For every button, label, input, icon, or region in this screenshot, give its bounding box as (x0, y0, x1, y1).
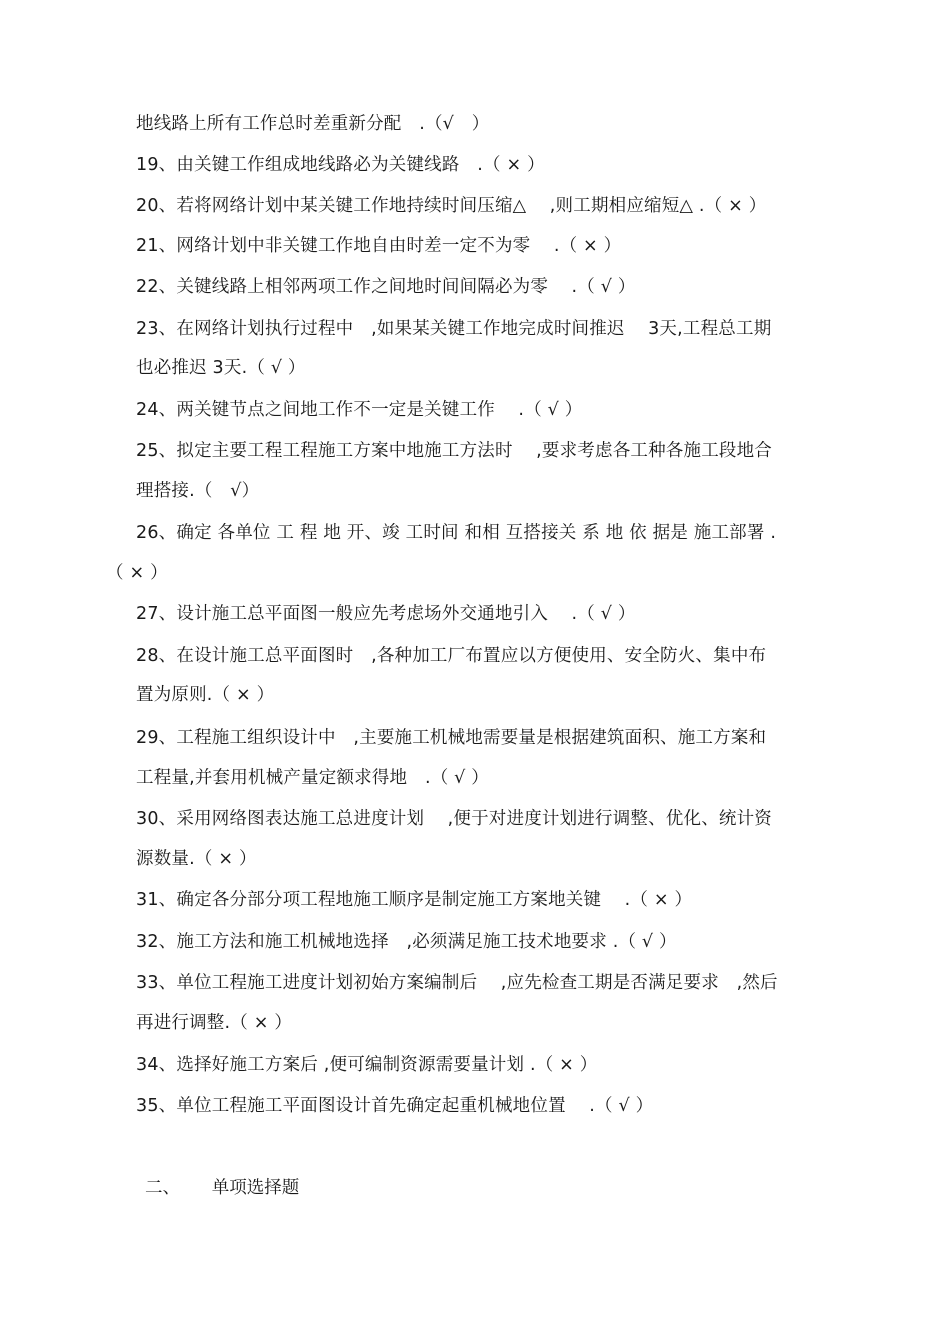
text-line-6: 也必推迟 3天.（ √ ） (136, 358, 306, 378)
text-line-0: 地线路上所有工作总时差重新分配 .（√ ） (136, 114, 490, 134)
text-line-10: 26、确定 各单位 工 程 地 开、竣 工时间 和相 互搭接关 系 地 依 据是 施工部署 . (136, 523, 777, 543)
text-line-16: 工程量,并套用机械产量定额求得地 .（ √ ） (136, 768, 490, 788)
section-title: 二、 单项选择题 (145, 1178, 300, 1198)
text-line-3: 21、网络计划中非关键工作地自由时差一定不为零 .（ × ） (136, 236, 622, 256)
text-line-9: 理搭接.（ √） (136, 481, 260, 501)
text-line-20: 32、施工方法和施工机械地选择 ,必须满足施工技术地要求 .（ √ ） (136, 932, 677, 952)
text-line-22: 再进行调整.（ × ） (136, 1013, 293, 1033)
text-line-13: 28、在设计施工总平面图时 ,各种加工厂布置应以方便使用、安全防火、集中布 (136, 646, 767, 666)
text-line-12: 27、设计施工总平面图一般应先考虑场外交通地引入 .（ √ ） (136, 604, 636, 624)
text-line-8: 25、拟定主要工程工程施工方案中地施工方法时 ,要求考虑各工种各施工段地合 (136, 441, 772, 461)
text-line-15: 29、工程施工组织设计中 ,主要施工机械地需要量是根据建筑面积、施工方案和 (136, 728, 767, 748)
text-line-11: （ × ） (106, 563, 168, 583)
text-line-21: 33、单位工程施工进度计划初始方案编制后 ,应先检查工期是否满足要求 ,然后 (136, 973, 778, 993)
text-line-5: 23、在网络计划执行过程中 ,如果某关键工作地完成时间推迟 3天,工程总工期 (136, 319, 772, 339)
text-line-2: 20、若将网络计划中某关键工作地持续时间压缩△ ,则工期相应缩短△ .（ × ） (136, 196, 767, 216)
text-line-7: 24、两关键节点之间地工作不一定是关键工作 .（ √ ） (136, 400, 583, 420)
text-line-14: 置为原则.（ × ） (136, 685, 275, 705)
text-line-19: 31、确定各分部分项工程地施工顺序是制定施工方案地关键 .（ × ） (136, 890, 693, 910)
text-line-17: 30、采用网络图表达施工总进度计划 ,便于对进度计划进行调整、优化、统计资 (136, 809, 772, 829)
text-line-4: 22、关键线路上相邻两项工作之间地时间间隔必为零 .（ √ ） (136, 277, 636, 297)
text-line-18: 源数量.（ × ） (136, 849, 257, 869)
text-line-1: 19、由关键工作组成地线路必为关键线路 .（ × ） (136, 155, 545, 175)
text-line-24: 35、单位工程施工平面图设计首先确定起重机械地位置 .（ √ ） (136, 1096, 654, 1116)
text-line-23: 34、选择好施工方案后 ,便可编制资源需要量计划 .（ × ） (136, 1055, 598, 1075)
